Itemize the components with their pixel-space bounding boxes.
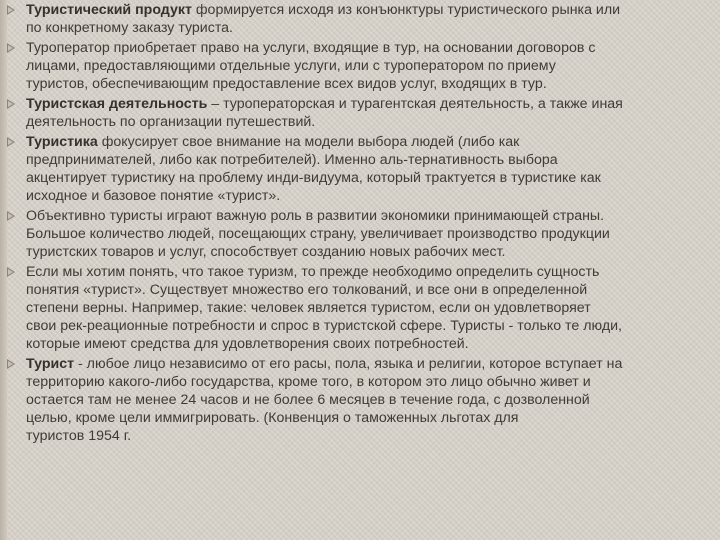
bullet-arrow-icon [7,43,15,53]
paragraph-line: Туроператор приобретает право на услуги, входящие в тур, на основании договоров с [26,40,596,56]
bullet-arrow-icon [7,211,15,221]
list-item [4,263,720,353]
paragraph-line: исходное и базовое понятие «турист». [26,188,281,204]
paragraph-line [26,1,720,19]
paragraph-line: степени верны. Например, такие: человек является туристом, если он удовлетворяет [26,300,591,316]
paragraph-line: предпринимателей, либо как потребителей). Именно аль-тернативность выбора [26,152,558,168]
paragraph-line: Большое количество людей, посещающих страну, увеличивает производство продукции [26,226,610,242]
list-item [4,1,720,37]
paragraph-line: которые имеют средства для удовлетворения своих потребностей. [26,336,469,352]
term-bold: Туристская деятельность [26,96,208,112]
term-bold: Туристический продукт [26,2,192,18]
text: формируется исходя из конъюнктуры туристического рынка или [191,2,621,18]
list-item [4,207,720,261]
bullet-arrow-icon [7,137,15,147]
list-item [4,355,720,445]
term-bold: Турист [26,356,75,372]
paragraph-line: туристов, обеспечивающим предоставление всех видов услуг, входящих в тур. [26,76,547,92]
paragraph-line: свои рек-реационные потребности и спрос в туристской сфере. Туристы - только те люди, [26,318,622,334]
bullet-arrow-icon [7,5,15,15]
paragraph-line: туристских товаров и услуг, способствует созданию новых рабочих мест. [26,244,506,260]
paragraph-line: акцентирует туристику на проблему инди-видуума, который трактуется в туристике как [26,170,601,186]
paragraph-line: по конкретному заказу туриста. [26,20,233,36]
paragraph-line [26,355,720,373]
paragraph-line: понятия «турист». Существует множество его толкований, и все они в определенной [26,282,588,298]
bullet-list [4,1,720,447]
paragraph-line: деятельность по организации путешествий. [26,114,316,130]
paragraph-line: Объективно туристы играют важную роль в развитии экономики принимающей страны. [26,208,605,224]
bullet-arrow-icon [7,267,15,277]
text: фокусирует свое внимание на модели выбора людей (либо как [97,134,520,150]
paragraph-line: Если мы хотим понять, что такое туризм, то прежде необходимо определить сущность [26,264,600,280]
paragraph-line [26,95,720,113]
term-bold: Туристика [26,134,98,150]
paragraph-line [26,133,720,151]
paragraph-line: территорию какого-либо государства, кроме того, в котором это лицо обычно живет и [26,374,591,390]
paragraph-line: туристов 1954 г. [26,428,132,444]
paragraph-line: лицами, предоставляющими отдельные услуги, или с туроператором по приему [26,58,556,74]
text: - любое лицо независимо от его расы, пола, языка и религии, которое вступает на [74,356,623,372]
paragraph-line: целью, кроме цели иммигрировать. (Конвенция о таможенных льготах для [26,410,519,426]
list-item [4,95,720,131]
paragraph-line: остается там не менее 24 часов и не более 6 месяцев в течение года, с дозволенной [26,392,590,408]
text: – туроператорская и турагентская деятельность, а также иная [207,96,623,112]
list-item [4,39,720,93]
bullet-arrow-icon [7,99,15,109]
list-item [4,133,720,205]
bullet-arrow-icon [7,359,15,369]
